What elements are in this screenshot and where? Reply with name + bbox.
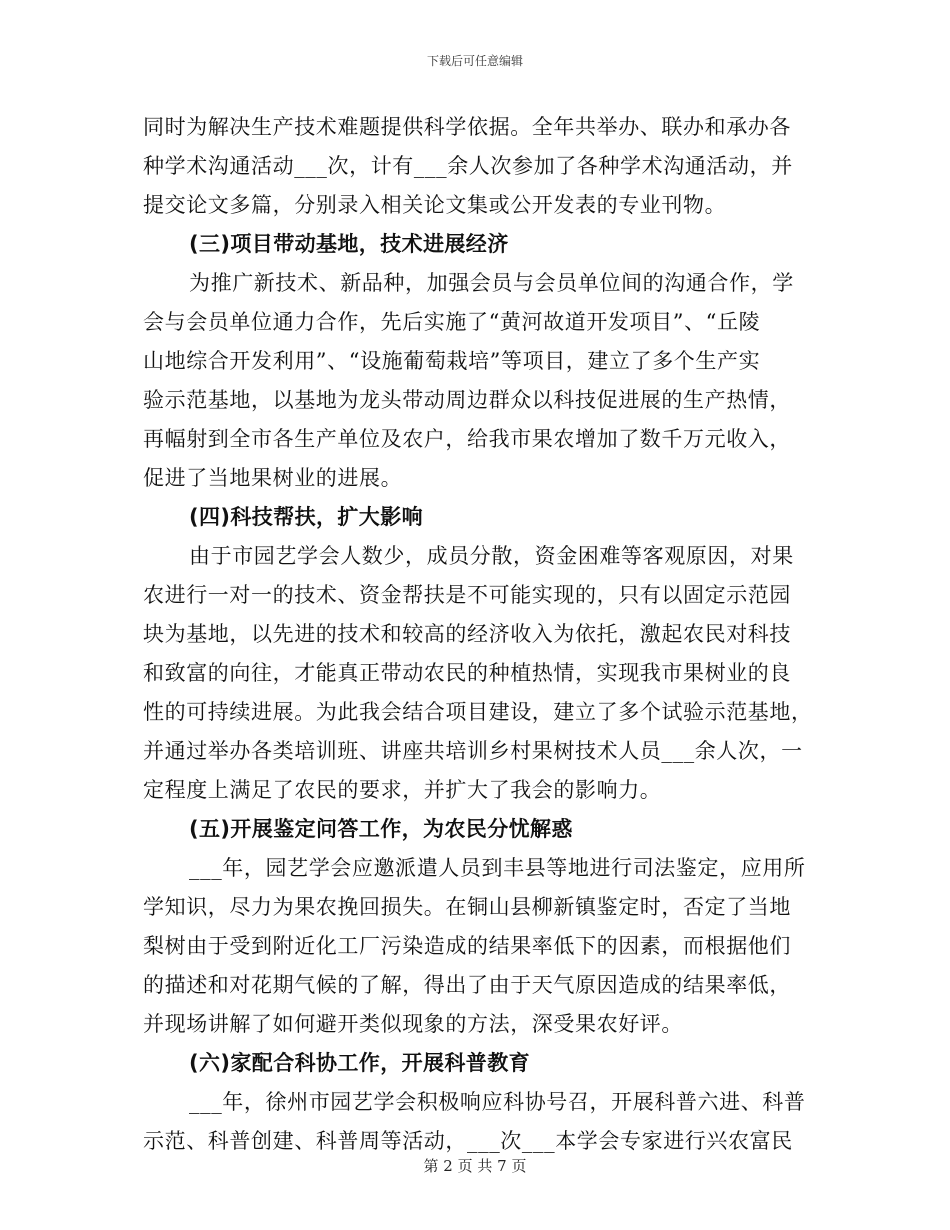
body-line: 性的可持续进展。为此我会结合项目建设，建立了多个试验示范基地， bbox=[143, 700, 813, 724]
page-header: 下载后可任意编辑 bbox=[426, 54, 523, 68]
body-line: 会与会员单位通力合作，先后实施了“黄河故道开发项目”、“丘陵 bbox=[143, 310, 761, 334]
body-line: 山地综合开发利用”、“设施葡萄栽培”等项目，建立了多个生产实 bbox=[143, 349, 761, 373]
paragraph-first-line: 由于市园艺学会人数少，成员分散，资金困难等客观原因，对果 bbox=[189, 544, 794, 568]
document-body bbox=[143, 108, 813, 1161]
body-line: 验示范基地，以基地为龙头带动周边群众以科技促进展的生产热情， bbox=[143, 388, 791, 412]
body-line: 的描述和对花期气候的了解，得出了由于天气原因造成的结果率低， bbox=[143, 973, 791, 997]
page-number-footer: 第 2 页 共 7 页 bbox=[423, 1157, 527, 1175]
body-line: 同时为解决生产技术难题提供科学依据。全年共举办、联办和承办各 bbox=[143, 115, 791, 139]
body-line: 定程度上满足了农民的要求，并扩大了我会的影响力。 bbox=[143, 778, 662, 802]
body-line: 种学术沟通活动___次，计有___余人次参加了各种学术沟通活动，并 bbox=[143, 154, 793, 178]
section-heading: (四)科技帮扶，扩大影响 bbox=[189, 505, 423, 529]
body-line: 并通过举办各类培训班、讲座共培训乡村果树技术人员___余人次，一 bbox=[143, 739, 803, 763]
body-line: 提交论文多篇，分别录入相关论文集或公开发表的专业刊物。 bbox=[143, 193, 727, 217]
section-heading: (三)项目带动基地，技术进展经济 bbox=[189, 232, 509, 256]
body-line: 并现场讲解了如何避开类似现象的方法，深受果农好评。 bbox=[143, 1012, 683, 1036]
body-line: 示范、科普创建、科普周等活动，___次___本学会专家进行兴农富民 bbox=[143, 1129, 793, 1153]
body-line: 农进行一对一的技术、资金帮扶是不可能实现的，只有以固定示范园 bbox=[143, 583, 791, 607]
section-heading: (六)家配合科协工作，开展科普教育 bbox=[189, 1051, 530, 1075]
paragraph-first-line: 为推广新技术、新品种，加强会员与会员单位间的沟通合作，学 bbox=[189, 271, 794, 295]
body-line: 再幅射到全市各生产单位及农户，给我市果农增加了数千万元收入， bbox=[143, 427, 791, 451]
paragraph-first-line: ___年，园艺学会应邀派遣人员到丰县等地进行司法鉴定，应用所 bbox=[189, 856, 806, 880]
body-line: 学知识，尽力为果农挽回损失。在铜山县柳新镇鉴定时，否定了当地 bbox=[143, 895, 791, 919]
body-line: 块为基地，以先进的技术和较高的经济收入为依托，激起农民对科技 bbox=[143, 622, 791, 646]
body-line: 促进了当地果树业的进展。 bbox=[143, 466, 403, 490]
paragraph-first-line: ___年，徐州市园艺学会积极响应科协号召，开展科普六进、科普 bbox=[189, 1090, 806, 1114]
section-heading: (五)开展鉴定问答工作，为农民分忧解惑 bbox=[189, 817, 573, 841]
body-line: 和致富的向往，才能真正带动农民的种植热情，实现我市果树业的良 bbox=[143, 661, 791, 685]
body-line: 梨树由于受到附近化工厂污染造成的结果率低下的因素，而根据他们 bbox=[143, 934, 791, 958]
